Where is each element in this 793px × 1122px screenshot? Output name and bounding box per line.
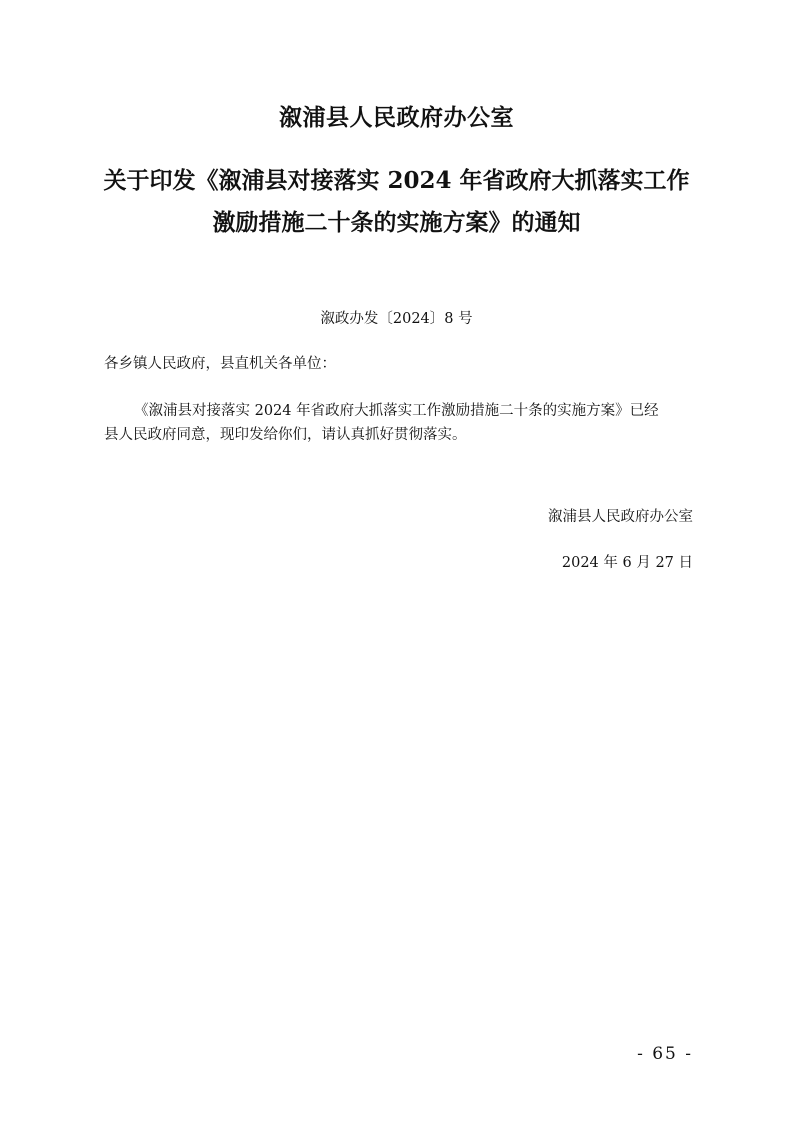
signature-date: 2024 年 6 月 27 日 (561, 555, 693, 571)
body-line-1: 《溆浦县对接落实 2024 年省政府大抓落实工作激励措施二十条的实施方案》已经 (134, 403, 659, 419)
title-line-2: 激励措施二十条的实施方案》的通知 (212, 209, 581, 236)
document-number: 溆政办发〔2024〕8 号 (320, 311, 473, 327)
recipient-line: 各乡镇人民政府，县直机关各单位： (104, 356, 336, 372)
issuer-heading: 溆浦县人民政府办公室 (279, 104, 514, 131)
document-title (60, 160, 733, 244)
title-line-1: 关于印发《溆浦县对接落实 2024 年省政府大抓落实工作 (103, 167, 690, 194)
body-paragraph (104, 399, 694, 447)
body-line-2: 县人民政府同意，现印发给你们，请认真抓好贯彻落实。 (104, 427, 467, 443)
signature-issuer: 溆浦县人民政府办公室 (548, 509, 693, 525)
page-number: - 65 - (637, 1044, 693, 1064)
